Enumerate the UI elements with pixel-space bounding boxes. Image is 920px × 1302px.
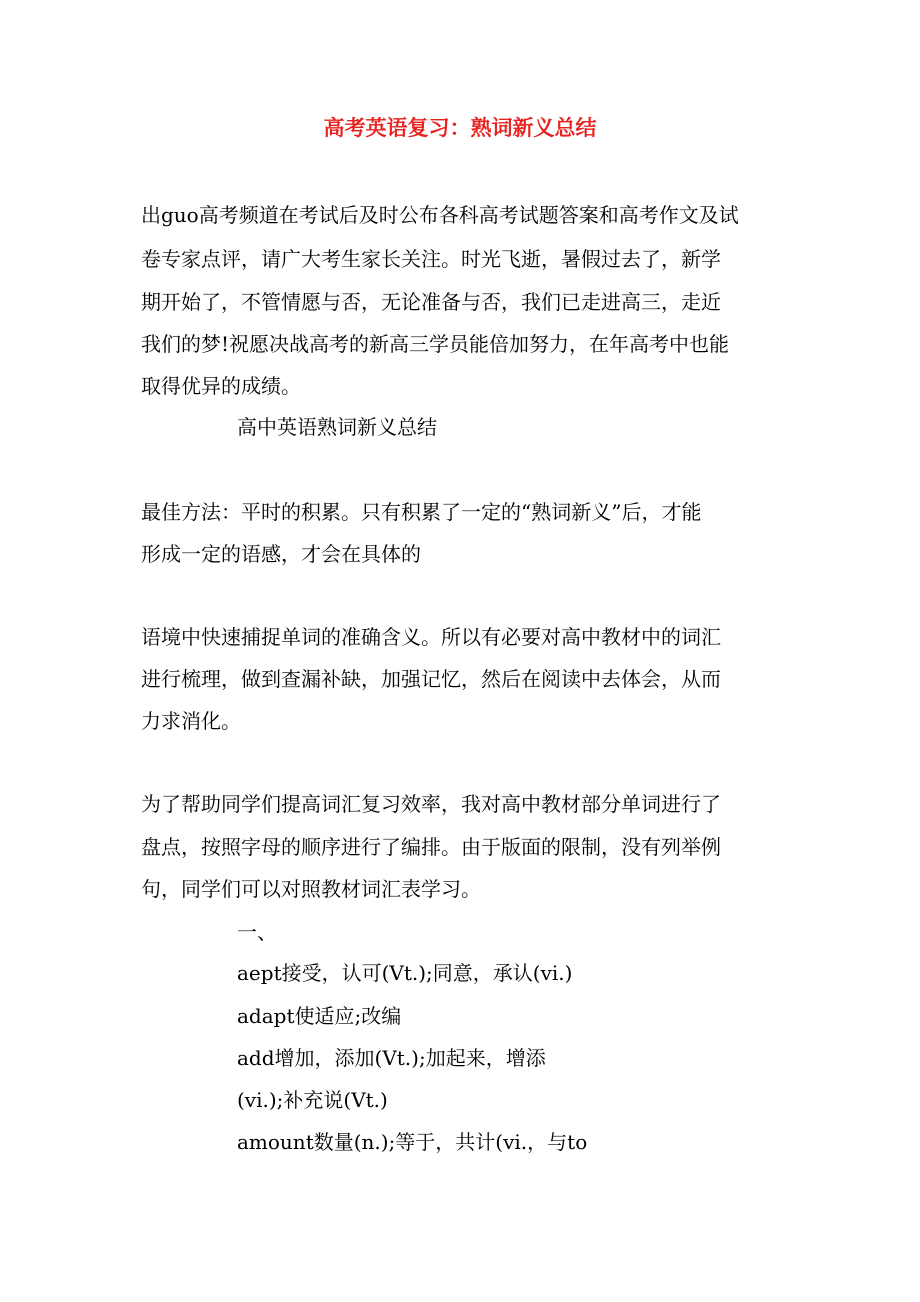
subtitle: 高中英语熟词新义总结	[237, 415, 437, 439]
intro-line: 期开始了，不管情愿与否，无论准备与否，我们已走进高三，走近	[141, 290, 721, 314]
intro-line: 卷专家点评，请广大考生家长关注。时光飞逝，暑假过去了，新学	[141, 247, 721, 271]
method-line: 形成一定的语感，才会在具体的	[141, 542, 421, 566]
intro-line: 出guo高考频道在考试后及时公布各科高考试题答案和高考作文及试	[141, 203, 739, 227]
section-heading: 一、	[237, 920, 277, 944]
vocab-entry: (vi.);补充说(Vt.)	[237, 1088, 388, 1112]
context-line: 力求消化。	[141, 709, 241, 733]
intro-line: 取得优异的成绩。	[141, 374, 301, 398]
document-title: 高考英语复习：熟词新义总结	[323, 115, 597, 140]
method-line: 最佳方法：平时的积累。只有积累了一定的“熟词新义”后，才能	[141, 500, 702, 524]
intro-line: 我们的梦!祝愿决战高考的新高三学员能倍加努力，在年高考中也能	[141, 332, 730, 356]
context-line: 进行梳理，做到查漏补缺，加强记忆，然后在阅读中去体会，从而	[141, 667, 721, 691]
purpose-line: 盘点，按照字母的顺序进行了编排。由于版面的限制，没有列举例	[141, 835, 721, 859]
context-line: 语境中快速捕捉单词的准确含义。所以有必要对高中教材中的词汇	[141, 625, 721, 649]
vocab-entry: amount数量(n.);等于，共计(vi.，与to	[237, 1130, 588, 1154]
purpose-line: 句，同学们可以对照教材词汇表学习。	[141, 877, 481, 901]
vocab-entry: adapt使适应;改编	[237, 1004, 402, 1028]
vocab-entry: add增加，添加(Vt.);加起来，增添	[237, 1046, 546, 1070]
purpose-line: 为了帮助同学们提高词汇复习效率，我对高中教材部分单词进行了	[141, 792, 721, 816]
vocab-entry: aept接受，认可(Vt.);同意，承认(vi.)	[237, 961, 573, 985]
